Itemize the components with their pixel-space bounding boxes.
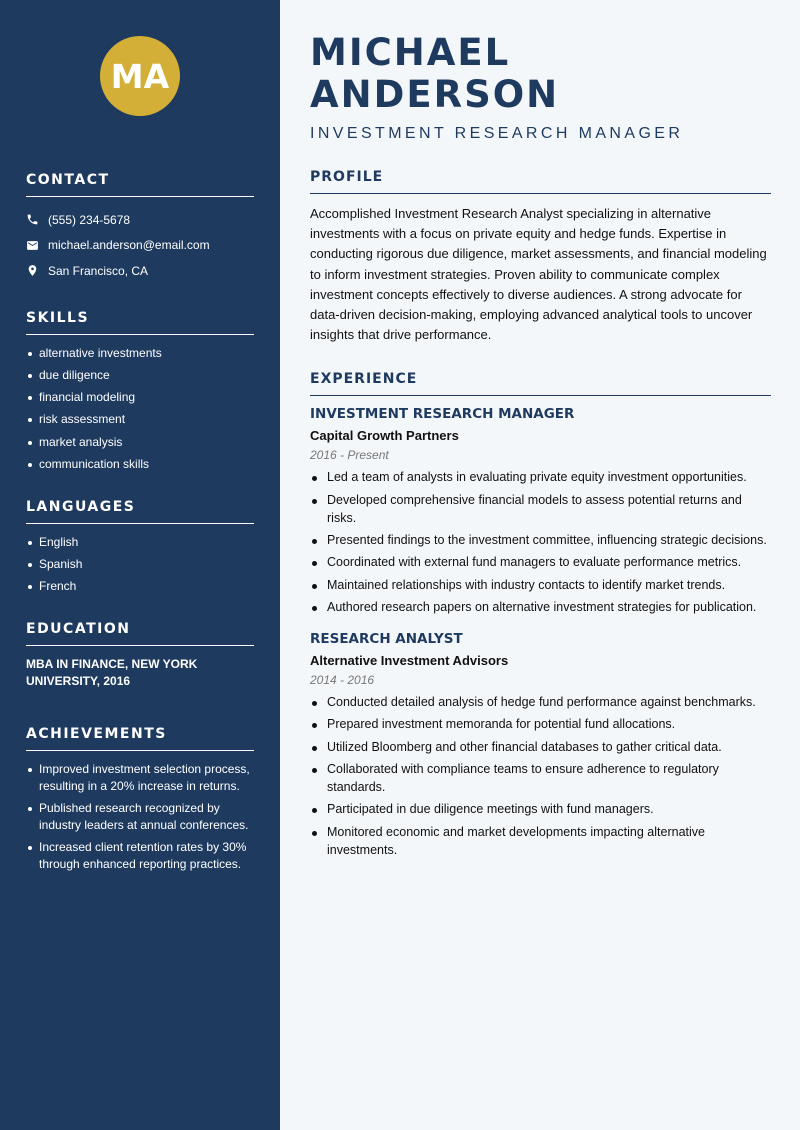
- job-dates: 2014 - 2016: [310, 672, 375, 687]
- job-bullet: Conducted detailed analysis of hedge fund performance against benchmarks.: [310, 694, 771, 712]
- skill-item: market analysis: [26, 434, 254, 451]
- achievement-item: Increased client retention rates by 30% through enhanced reporting practices.: [26, 839, 254, 873]
- company-name: Capital Growth Partners: [310, 428, 459, 444]
- email-text: michael.anderson@email.com: [48, 238, 210, 253]
- profile-section: [310, 169, 771, 345]
- job-bullets: [310, 469, 771, 617]
- skills-section: [26, 310, 254, 473]
- candidate-title: INVESTMENT RESEARCH MANAGER: [310, 125, 684, 142]
- education-entry: MBA IN FINANCE, NEW YORK UNIVERSITY, 2016: [26, 657, 198, 689]
- job-bullet: Authored research papers on alternative investment strategies for publication.: [310, 599, 771, 617]
- contact-heading: CONTACT: [26, 172, 254, 197]
- main-content: [280, 0, 800, 1130]
- skill-item: due diligence: [26, 367, 254, 384]
- job-dates: 2016 - Present: [310, 448, 389, 463]
- job-bullet: Developed comprehensive financial models to assess potential returns and risks.: [310, 492, 771, 528]
- map-pin-icon: [26, 264, 39, 277]
- languages-list: [26, 534, 254, 595]
- job-bullet: Led a team of analysts in evaluating private equity investment opportunities.: [310, 469, 771, 487]
- job-entry: [310, 631, 771, 859]
- contact-section: [26, 172, 254, 284]
- skills-heading: SKILLS: [26, 310, 254, 335]
- sidebar: [0, 0, 280, 1130]
- contact-email: [26, 233, 254, 259]
- language-item: English: [26, 534, 254, 551]
- profile-text: Accomplished Investment Research Analyst specializing in alternative investments with a focus on private equity and hedge funds. Expertise in conducting rigorous due diligence, market assessments, and financial modeling to inform investment strategies. Proven ability to communicate complex investment concepts effectively to diverse audiences. A strong advocate for data-driven decision-making, employing advanced analytical tools to uncover insights that drive performance.: [310, 206, 767, 343]
- job-bullet: Presented findings to the investment committee, influencing strategic decisions.: [310, 532, 771, 550]
- job-bullet: Collaborated with compliance teams to ensure adherence to regulatory standards.: [310, 761, 771, 797]
- achievements-list: [26, 761, 254, 873]
- job-title: INVESTMENT RESEARCH MANAGER: [310, 406, 575, 423]
- skill-item: financial modeling: [26, 389, 254, 406]
- education-heading: EDUCATION: [26, 621, 254, 646]
- company-name: Alternative Investment Advisors: [310, 652, 509, 668]
- language-item: French: [26, 578, 254, 595]
- experience-heading: EXPERIENCE: [310, 371, 771, 396]
- skill-item: alternative investments: [26, 345, 254, 362]
- skill-item: risk assessment: [26, 411, 254, 428]
- job-bullet: Participated in due diligence meetings with fund managers.: [310, 801, 771, 819]
- achievement-item: Improved investment selection process, resulting in a 20% increase in returns.: [26, 761, 254, 795]
- job-bullet: Monitored economic and market developments impacting alternative investments.: [310, 824, 771, 860]
- job-bullet: Coordinated with external fund managers to evaluate performance metrics.: [310, 554, 771, 572]
- achievements-section: [26, 726, 254, 873]
- phone-icon: [26, 213, 39, 226]
- contact-location: [26, 258, 254, 284]
- envelope-icon: [26, 239, 39, 252]
- contact-phone: [26, 207, 254, 233]
- achievement-item: Published research recognized by industry leaders at annual conferences.: [26, 800, 254, 834]
- skill-item: communication skills: [26, 456, 254, 473]
- job-bullets: [310, 694, 771, 859]
- job-entry: [310, 406, 771, 617]
- profile-heading: PROFILE: [310, 169, 771, 194]
- language-item: Spanish: [26, 556, 254, 573]
- job-bullet: Prepared investment memoranda for potential fund allocations.: [310, 716, 771, 734]
- education-section: [26, 621, 254, 690]
- languages-heading: LANGUAGES: [26, 499, 254, 524]
- job-bullet: Utilized Bloomberg and other financial databases to gather critical data.: [310, 739, 771, 757]
- job-title: RESEARCH ANALYST: [310, 630, 463, 647]
- candidate-name: MICHAEL ANDERSON: [310, 31, 560, 116]
- avatar: MA: [100, 36, 180, 116]
- phone-text: (555) 234-5678: [48, 212, 131, 227]
- job-bullet: Maintained relationships with industry contacts to identify market trends.: [310, 577, 771, 595]
- location-text: San Francisco, CA: [48, 263, 149, 278]
- achievements-heading: ACHIEVEMENTS: [26, 726, 254, 751]
- experience-section: [310, 371, 771, 859]
- contact-list: [26, 207, 254, 284]
- skills-list: [26, 345, 254, 473]
- languages-section: [26, 499, 254, 595]
